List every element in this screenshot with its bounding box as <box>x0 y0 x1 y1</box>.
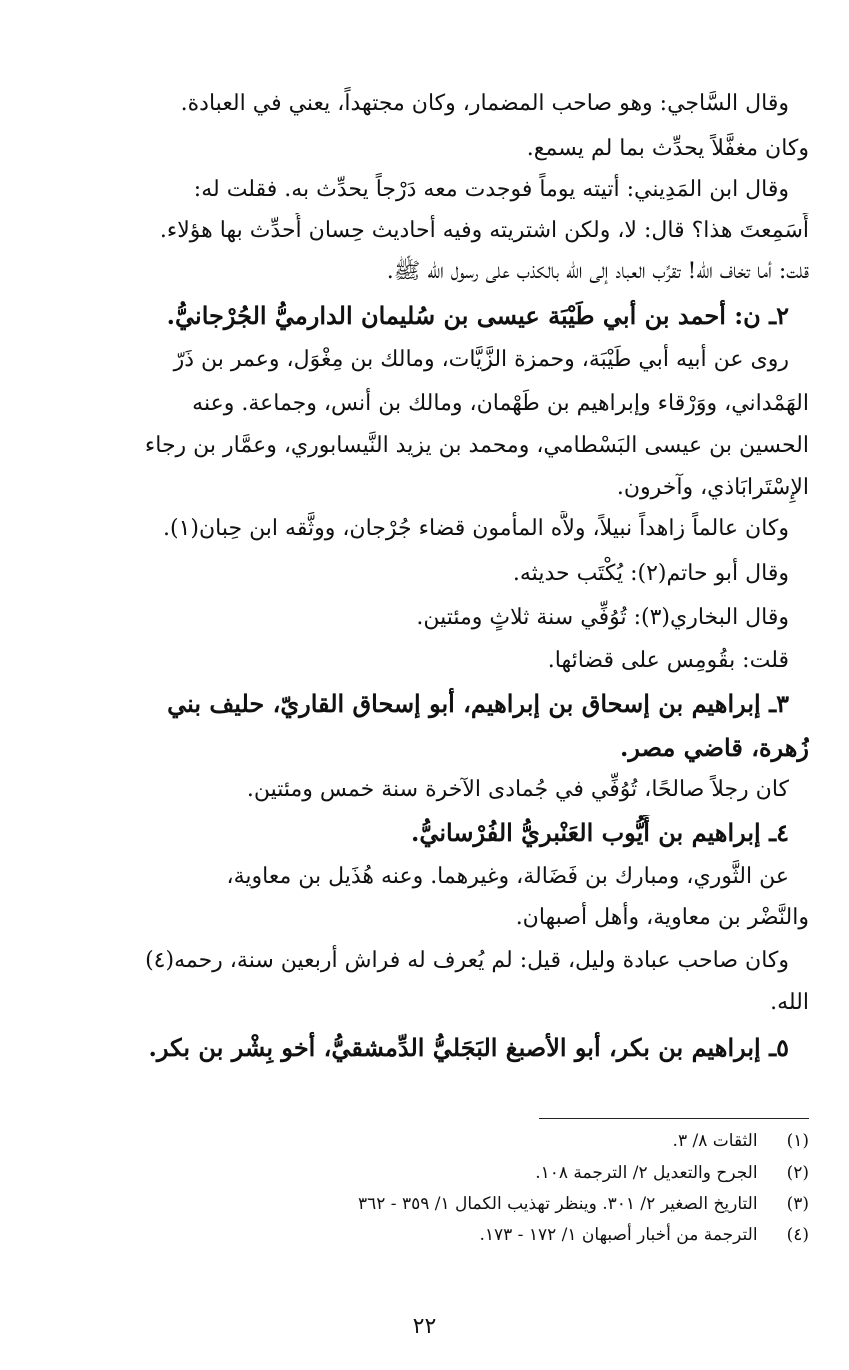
text-line: قلت: أما تخاف الله! تقرِّب العباد إلى الله بالكذب على رسول الله ﷺ. <box>386 259 809 284</box>
text-line: روى عن أبيه أبي طَيْبَة، وحمزة الزَّيَّات، ومالك بن مِغْوَل، وعمر بن ذَرّ <box>173 347 789 372</box>
text-line: وقال ابن المَدِيني: أتيته يوماً فوجدت معه دَرْجاً يحدِّث به. فقلت له: <box>193 177 789 202</box>
text-line: الله. <box>770 990 809 1015</box>
footnote-text: الترجمة من أخبار أصبهان ١/ ١٧٢ - ١٧٣. <box>479 1225 758 1245</box>
footnote-text: الجرح والتعديل ٢/ الترجمة ١٠٨. <box>535 1163 758 1183</box>
text-line: والنَّضْر بن معاوية، وأهل أصبهان. <box>515 905 809 930</box>
text-line: وكان صاحب عبادة وليل، قيل: لم يُعرف له فراش أربعين سنة، رحمه(٤) <box>145 948 789 973</box>
text-line: كان رجلاً صالحًا، تُوُفِّي في جُمادى الآخرة سنة خمس ومئتين. <box>246 777 789 802</box>
footnote-text: الثقات ٨/ ٣. <box>672 1131 758 1151</box>
entry-title-3-cont: زُهرة، قاضي مصر. <box>620 733 809 762</box>
footnote-number: (٢) <box>786 1163 809 1183</box>
footnote-rule <box>539 1118 809 1119</box>
text-line: الهَمْداني، ووَرْقاء وإبراهيم بن طَهْمان، ومالك بن أنس، وجماعة. وعنه <box>192 391 809 416</box>
text-line: أَسَمِعتَ هذا؟ قال: لا، ولكن اشتريته وفيه أحاديث حِسان أُحدِّث بها هؤلاء. <box>159 218 809 243</box>
page-number: ٢٢ <box>412 1314 437 1339</box>
text-line: وكان مغفَّلاً يحدِّث بما لم يسمع. <box>526 136 809 161</box>
footnote-2 <box>40 1160 809 1186</box>
entry-title-2: ٢ـ ن: أحمد بن أبي طَيْبَة عيسى بن سُليمان الدارميُّ الجُرْجانيُّ. <box>166 301 789 330</box>
footnote-text: التاريخ الصغير ٢/ ٣٠١. وينظر تهذيب الكمال ١/ ٣٥٩ - ٣٦٢ <box>357 1194 758 1214</box>
footnote-number: (٣) <box>786 1194 809 1214</box>
text-line: قلت: بقُومِس على قضائها. <box>547 648 789 673</box>
entry-title-3: ٣ـ إبراهيم بن إسحاق بن إبراهيم، أبو إسحاق القاريّ، حليف بني <box>167 689 789 718</box>
text-line: وقال السَّاجي: وهو صاحب المضمار، وكان مجتهداً، يعني في العبادة. <box>180 91 789 116</box>
entry-title-5: ٥ـ إبراهيم بن بكر، أبو الأصبغ البَجَليُّ الدِّمشقيُّ، أخو بِشْر بن بكر. <box>148 1033 789 1062</box>
text-line: وقال البخاري(٣): تُوُفِّي سنة ثلاثٍ ومئتين. <box>416 605 789 630</box>
text-line: الإِسْتَرابَاذي، وآخرون. <box>616 475 809 500</box>
text-line: وكان عالماً زاهداً نبيلاً، ولاَّه المأمون قضاء جُرْجان، ووثَّقه ابن حِبان(١). <box>162 516 789 541</box>
footnote-1 <box>40 1128 809 1154</box>
footnote-3 <box>40 1191 809 1217</box>
text-line: الحسين بن عيسى البَسْطامي، ومحمد بن يزيد النَّيسابوري، وعمَّار بن رجاء <box>144 433 809 458</box>
footnote-4 <box>40 1222 809 1248</box>
entry-title-4: ٤ـ إبراهيم بن أَيُّوب العَنْبريُّ الفُرْسانيُّ. <box>410 818 789 847</box>
footnote-number: (١) <box>786 1131 809 1151</box>
text-line: عن الثَّوري، ومبارك بن فَضَالة، وغيرهما. وعنه هُذَيل بن معاوية، <box>226 864 789 889</box>
text-line: وقال أبو حاتم(٢): يُكْتَب حديثه. <box>512 561 789 586</box>
footnote-number: (٤) <box>786 1225 809 1245</box>
